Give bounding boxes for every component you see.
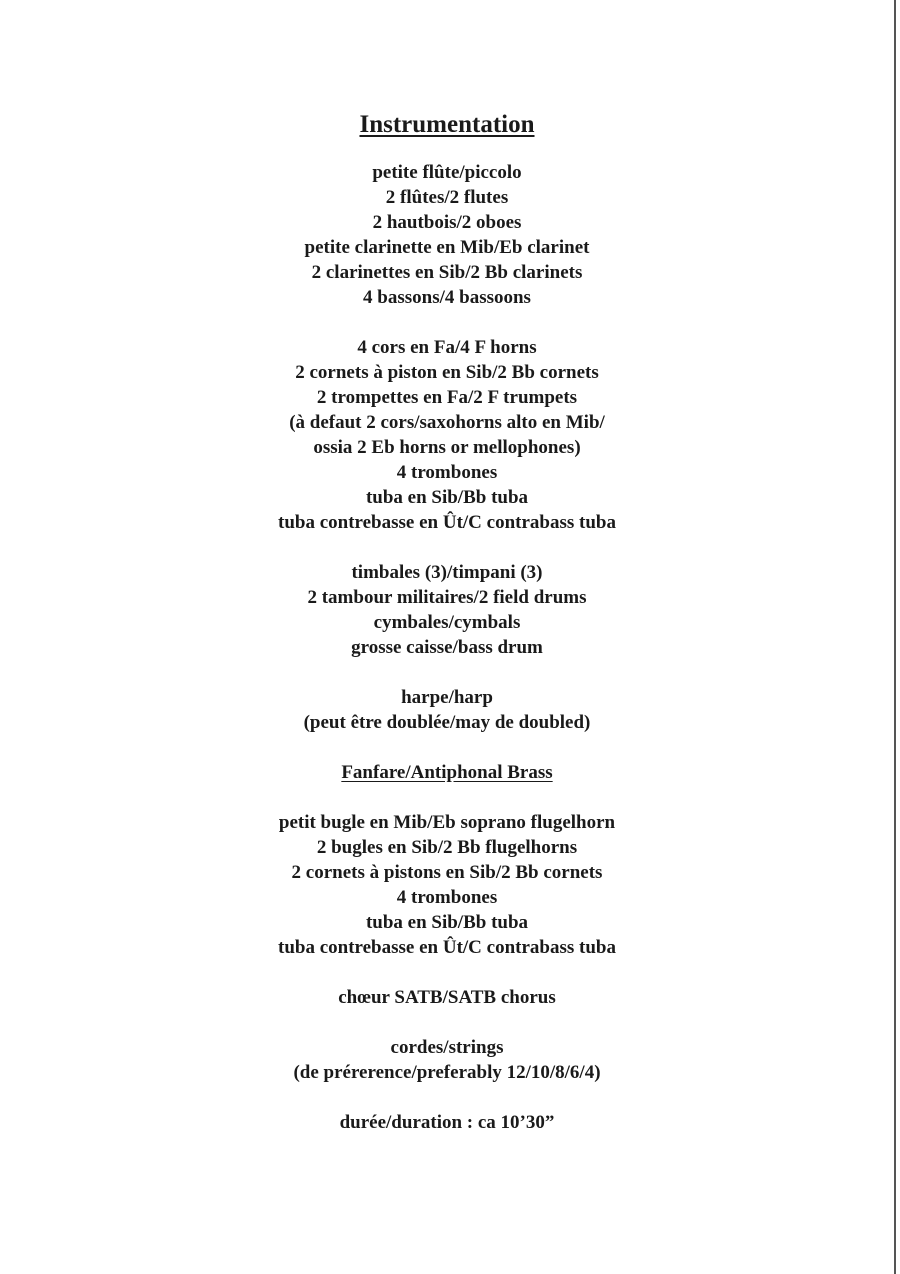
instrument-line: 4 bassons/4 bassoons	[363, 287, 531, 308]
instrument-line: tuba contrebasse en Ût/C contrabass tuba	[278, 937, 616, 958]
instrument-line: tuba contrebasse en Ût/C contrabass tuba	[278, 512, 616, 533]
strings-group	[0, 1035, 894, 1085]
fanfare-heading: Fanfare/Antiphonal Brass	[341, 762, 553, 783]
instrument-line: 2 hautbois/2 oboes	[372, 212, 522, 233]
instrument-line: 4 trombones	[396, 462, 498, 483]
instrument-line: petit bugle en Mib/Eb soprano flugelhorn	[278, 812, 616, 833]
instrument-line: chœur SATB/SATB chorus	[338, 987, 556, 1008]
instrument-line: 2 tambour militaires/2 field drums	[307, 587, 587, 608]
instrument-line: 2 flûtes/2 flutes	[385, 187, 509, 208]
instrument-line: (de prérerence/preferably 12/10/8/6/4)	[293, 1062, 601, 1083]
instrument-line: (à defaut 2 cors/saxohorns alto en Mib/	[289, 412, 605, 433]
brass-group	[0, 335, 894, 535]
chorus-group	[0, 985, 894, 1010]
instrument-line: 4 cors en Fa/4 F horns	[357, 337, 537, 358]
instrument-line: 2 trompettes en Fa/2 F trumpets	[316, 387, 578, 408]
instrument-line: cymbales/cymbals	[373, 612, 521, 633]
instrumentation-list	[0, 110, 894, 1160]
page-title: Instrumentation	[359, 111, 535, 138]
instrument-line: petite flûte/piccolo	[372, 162, 522, 183]
instrument-line: 2 clarinettes en Sib/2 Bb clarinets	[311, 262, 583, 283]
instrument-line: 2 bugles en Sib/2 Bb flugelhorns	[316, 837, 578, 858]
instrument-line: petite clarinette en Mib/Eb clarinet	[304, 237, 590, 258]
instrument-line: 2 cornets à piston en Sib/2 Bb cornets	[295, 362, 599, 383]
instrument-line: grosse caisse/bass drum	[351, 637, 543, 658]
instrument-line: timbales (3)/timpani (3)	[351, 562, 543, 583]
duration-line: durée/duration : ca 10’30”	[339, 1112, 555, 1133]
woodwinds-group	[0, 160, 894, 310]
instrument-line: ossia 2 Eb horns or mellophones)	[313, 437, 581, 458]
fanfare-group	[0, 810, 894, 960]
percussion-group	[0, 560, 894, 660]
duration-group	[0, 1110, 894, 1135]
instrument-line: tuba en Sib/Bb tuba	[365, 487, 529, 508]
instrument-line: harpe/harp	[401, 687, 493, 708]
harp-group	[0, 685, 894, 735]
instrument-line: 4 trombones	[396, 887, 498, 908]
instrument-line: cordes/strings	[390, 1037, 504, 1058]
instrument-line: 2 cornets à pistons en Sib/2 Bb cornets	[291, 862, 603, 883]
instrument-line: (peut être doublée/may de doubled)	[303, 712, 591, 733]
instrument-line: tuba en Sib/Bb tuba	[365, 912, 529, 933]
